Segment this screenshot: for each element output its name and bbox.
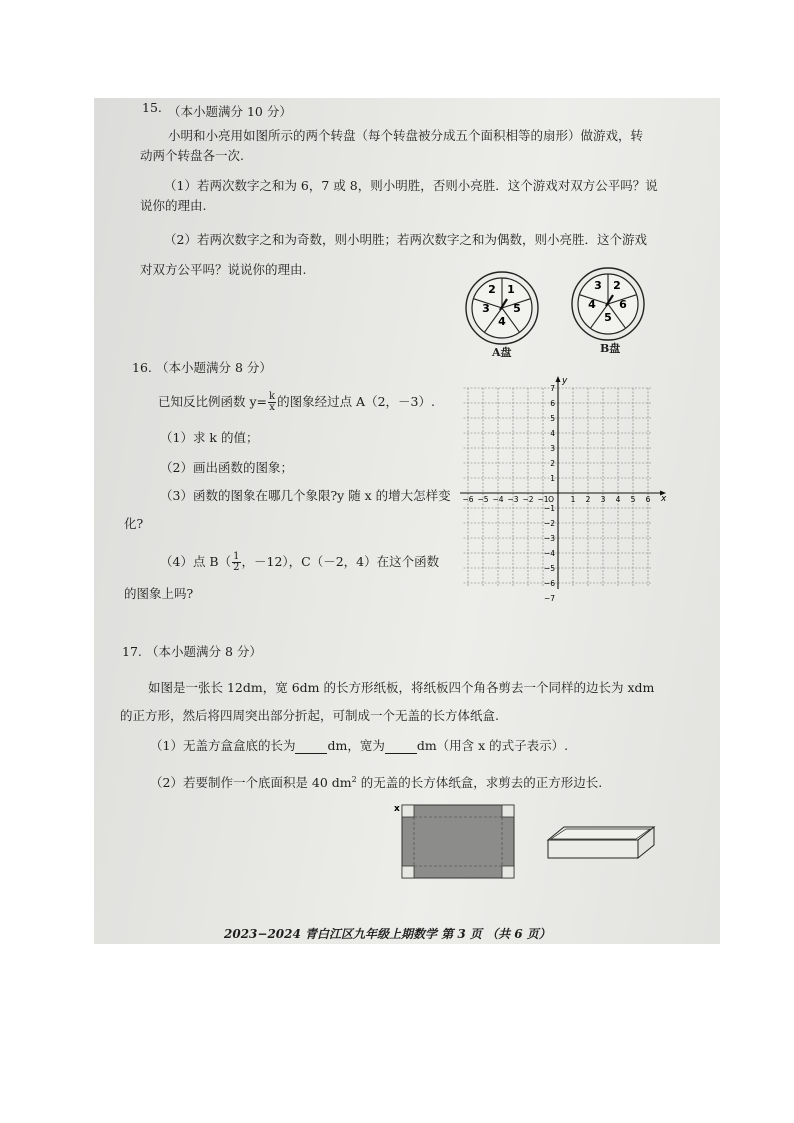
q16-fraction [268, 392, 276, 413]
q16-stem-prefix: 已知反比例函数 y= [158, 394, 268, 409]
y-tick-label: −5 [543, 564, 555, 573]
spinner-a-sector-2: 5 [513, 302, 521, 315]
y-axis-arrow-icon [556, 376, 561, 382]
q17-part1-a: （1）无盖方盒盒底的长为 [150, 738, 296, 753]
q16-part1: （1）求 k 的值； [160, 430, 259, 445]
spinner-a-sector-4: 3 [482, 302, 490, 315]
y-tick-label: −4 [543, 549, 555, 558]
q15-stem-line2: 动两个转盘各一次. [140, 148, 244, 163]
q16-part4-frac-num: 1 [233, 551, 240, 562]
q15-part1-line2: 说你的理由. [140, 198, 207, 213]
q15-part2-line2: 对双方公平吗？说说你的理由. [140, 262, 307, 277]
y-tick-label: −6 [543, 579, 555, 588]
origin-label: O [548, 495, 554, 504]
q15-part1-line1: （1）若两次数字之和为 6，7 或 8，则小明胜，否则小亮胜．这个游戏对双方公平吗？说 [164, 178, 658, 193]
exam-page [94, 98, 720, 944]
q15-stem-line1: 小明和小亮用如图所示的两个转盘（每个转盘被分成五个面积相等的扇形）做游戏，转 [168, 128, 644, 143]
q16-part2: （2）画出函数的图象； [160, 460, 293, 475]
q15-part2-line1: （2）若两次数字之和为奇数，则小明胜；若两次数字之和为偶数，则小亮胜．这个游戏 [164, 232, 647, 247]
open-box-figure [546, 824, 658, 862]
q16-part4-fraction [232, 552, 240, 573]
x-tick-label: 4 [615, 495, 621, 504]
q16-part4-prefix: （4）点 B（ [160, 554, 232, 569]
q17-part1 [150, 738, 568, 754]
y-tick-label: −2 [543, 519, 555, 528]
q16-frac-num: k [269, 391, 276, 402]
q17-part2 [150, 772, 602, 791]
q16-stem-suffix: 的图象经过点 A（2，－3）. [277, 394, 435, 409]
q17-part1-b: dm，宽为 [327, 738, 385, 753]
y-tick-label: 7 [550, 384, 555, 393]
q16-part4-line2: 的图象上吗? [124, 586, 194, 601]
x-tick-label: 6 [645, 495, 651, 504]
q16-part4-frac-den: 2 [233, 562, 240, 573]
y-tick-label: 2 [550, 459, 555, 468]
coordinate-grid [458, 376, 670, 603]
spinner-a [464, 270, 540, 346]
y-tick-label: −7 [543, 594, 555, 603]
x-axis-label: x [661, 494, 667, 504]
spinner-b-sector-2: 6 [619, 298, 627, 311]
q17-length-blank [295, 741, 327, 754]
spinner-a-sector-3: 4 [498, 315, 506, 328]
q16-part4 [160, 552, 439, 573]
q16-number: 16. [132, 360, 152, 375]
q16-part4-suffix: ，－12），C（－2，4）在这个函数 [241, 554, 440, 569]
q17-stem-line2: 的正方形，然后将四周突出部分折起，可制成一个无盖的长方体纸盒. [120, 708, 499, 723]
x-tick-label: 2 [585, 495, 591, 504]
spinner-b-label: B盘 [600, 342, 621, 355]
x-tick-label: −4 [492, 495, 504, 504]
figure-x-label: x [394, 804, 400, 814]
q17-header: （本小题满分 8 分） [146, 644, 262, 659]
q17-stem-line1: 如图是一张长 12dm，宽 6dm 的长方形纸板，将纸板四个角各剪去一个同样的边长为 xdm [148, 680, 655, 695]
q16-header: （本小题满分 8 分） [156, 360, 272, 375]
x-tick-label: 3 [600, 495, 606, 504]
q17-part2-sup: 2 [351, 775, 357, 784]
y-tick-label: 6 [550, 399, 555, 408]
spinner-b [570, 266, 646, 342]
y-tick-label: 1 [550, 474, 555, 483]
q16-part3-line1: （3）函数的图象在哪几个象限?y 随 x 的增大怎样变 [160, 488, 451, 503]
spinner-b-sector-5: 3 [594, 279, 602, 292]
x-tick-label: −1 [537, 495, 549, 504]
x-tick-label: −3 [507, 495, 519, 504]
cardboard-net-figure [392, 802, 526, 884]
spinner-a-sector-1: 1 [507, 283, 515, 296]
x-tick-label: −5 [477, 495, 489, 504]
x-tick-label: 1 [570, 495, 576, 504]
x-tick-label: −2 [522, 495, 534, 504]
y-tick-label: 5 [550, 414, 555, 423]
q17-number: 17. [122, 644, 142, 659]
y-tick-label: 3 [550, 444, 555, 453]
spinner-b-sector-3: 5 [604, 311, 612, 324]
q15-number: 15. [142, 100, 162, 115]
q17-part2-a: （2）若要制作一个底面积是 40 dm [150, 775, 352, 791]
q15-header: （本小题满分 10 分） [168, 104, 292, 119]
x-tick-label: 5 [630, 495, 636, 504]
q16-frac-den: x [269, 402, 275, 413]
spinner-a-sector-5: 2 [488, 283, 496, 296]
y-tick-label: −3 [543, 534, 555, 543]
q17-part2-b: 的无盖的长方体纸盒，求剪去的正方形边长. [356, 775, 603, 791]
y-tick-label: 4 [550, 429, 555, 438]
x-tick-label: −6 [462, 495, 474, 504]
q17-part1-c: dm（用含 x 的式子表示）. [416, 738, 569, 753]
y-tick-label: −1 [543, 504, 555, 513]
spinner-a-label: A盘 [492, 346, 512, 359]
spinner-b-sector-1: 2 [613, 279, 621, 292]
y-axis-label: y [562, 376, 568, 386]
q16-stem [158, 392, 435, 413]
q17-width-blank [385, 741, 417, 754]
q16-part3-line2: 化? [124, 516, 144, 531]
spinner-b-sector-4: 4 [588, 298, 596, 311]
page-footer: 2023−2024 青白江区九年级上期数学 第 3 页 （共 6 页） [224, 927, 551, 941]
